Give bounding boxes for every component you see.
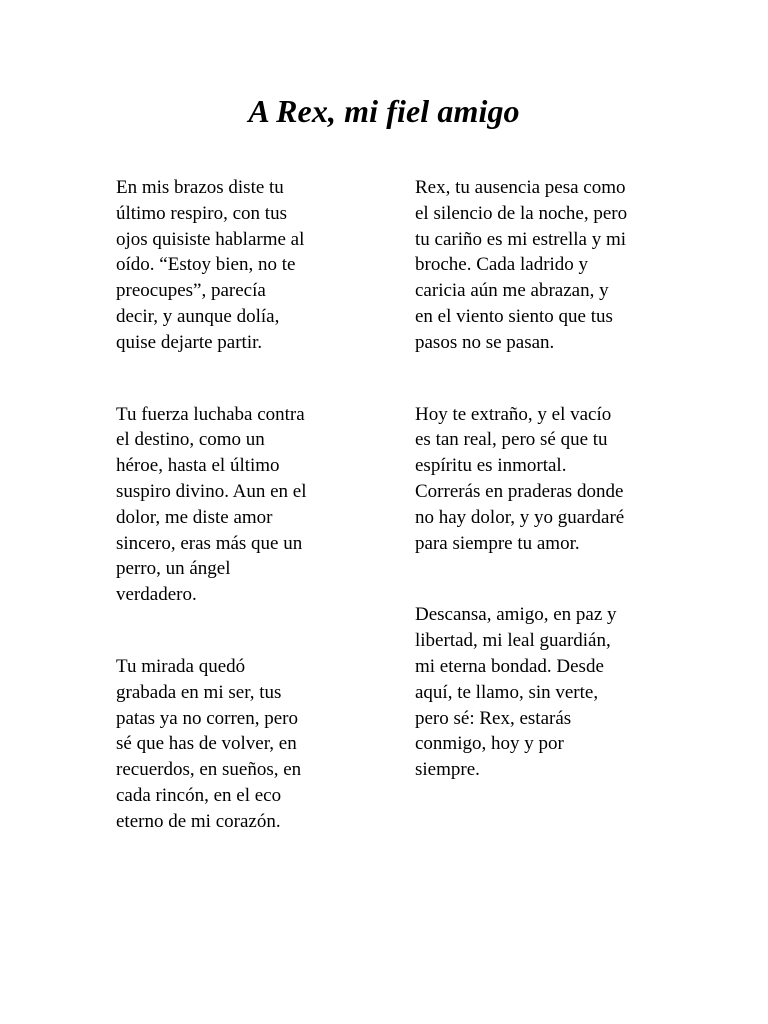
poem-line: patas ya no corren, pero — [116, 707, 299, 729]
poem-line: grabada en mi ser, tus — [116, 681, 282, 703]
poem-line: sincero, eras más que un — [116, 532, 303, 554]
stanza-right-3 — [415, 602, 647, 783]
poem-line: preocupes”, parecía — [116, 280, 266, 302]
stanza-left-3 — [116, 654, 330, 835]
poem-line: Tu mirada quedó — [116, 655, 246, 677]
poem-line: suspiro divino. Aun en el — [116, 480, 307, 502]
poem-line: perro, un ángel — [116, 558, 231, 580]
poem-line: pero sé: Rex, estarás — [415, 707, 572, 729]
poem-title: A Rex, mi fiel amigo — [248, 93, 520, 129]
poem-line: En mis brazos diste tu — [116, 177, 284, 198]
poem-line: Tu fuerza luchaba contra — [116, 403, 305, 425]
poem-line: cada rincón, en el eco — [116, 784, 282, 806]
poem-line: Correrás en praderas donde — [415, 480, 624, 502]
stanza-right-1 — [415, 175, 647, 356]
stanza-left-1 — [116, 175, 330, 356]
poem-line: no hay dolor, y yo guardaré — [415, 506, 625, 528]
poem-line: ojos quisiste hablarme al — [116, 228, 305, 250]
poem-line: para siempre tu amor. — [415, 532, 580, 554]
poem-line: tu cariño es mi estrella y mi — [415, 228, 627, 250]
poem-line: Descansa, amigo, en paz y — [415, 604, 617, 626]
poem-line: recuerdos, en sueños, en — [116, 759, 302, 781]
poem-line: Hoy te extraño, y el vacío — [415, 403, 612, 425]
poem-line: oído. “Estoy bien, no te — [116, 254, 296, 276]
poem-line: es tan real, pero sé que tu — [415, 429, 608, 451]
poem-line: pasos no se pasan. — [415, 331, 555, 353]
stanza-left-2 — [116, 402, 330, 608]
poem-line: el destino, como un — [116, 429, 265, 451]
poem-line: broche. Cada ladrido y — [415, 254, 589, 276]
stanza-right-2 — [415, 402, 647, 557]
poem-line: último respiro, con tus — [116, 202, 287, 224]
poem-line: espíritu es inmortal. — [415, 455, 567, 477]
poem-line: el silencio de la noche, pero — [415, 202, 628, 224]
poem-line: Rex, tu ausencia pesa como — [415, 177, 626, 198]
poem-line: aquí, te llamo, sin verte, — [415, 681, 599, 703]
poem-line: quise dejarte partir. — [116, 331, 263, 353]
poem-line: conmigo, hoy y por — [415, 733, 564, 755]
poem-line: libertad, mi leal guardián, — [415, 630, 611, 652]
poem-line: decir, y aunque dolía, — [116, 305, 280, 327]
right-column — [415, 175, 647, 783]
poem-line: en el viento siento que tus — [415, 305, 613, 327]
poem-line: mi eterna bondad. Desde — [415, 655, 604, 677]
left-column — [116, 175, 330, 835]
poem-line: siempre. — [415, 759, 480, 781]
poem-line: dolor, me diste amor — [116, 506, 273, 528]
poem-line: héroe, hasta el último — [116, 455, 280, 477]
poem-line: sé que has de volver, en — [116, 733, 297, 755]
poem-line: caricia aún me abrazan, y — [415, 280, 609, 302]
poem-line: verdadero. — [116, 584, 197, 606]
poem-line: eterno de mi corazón. — [116, 810, 281, 832]
